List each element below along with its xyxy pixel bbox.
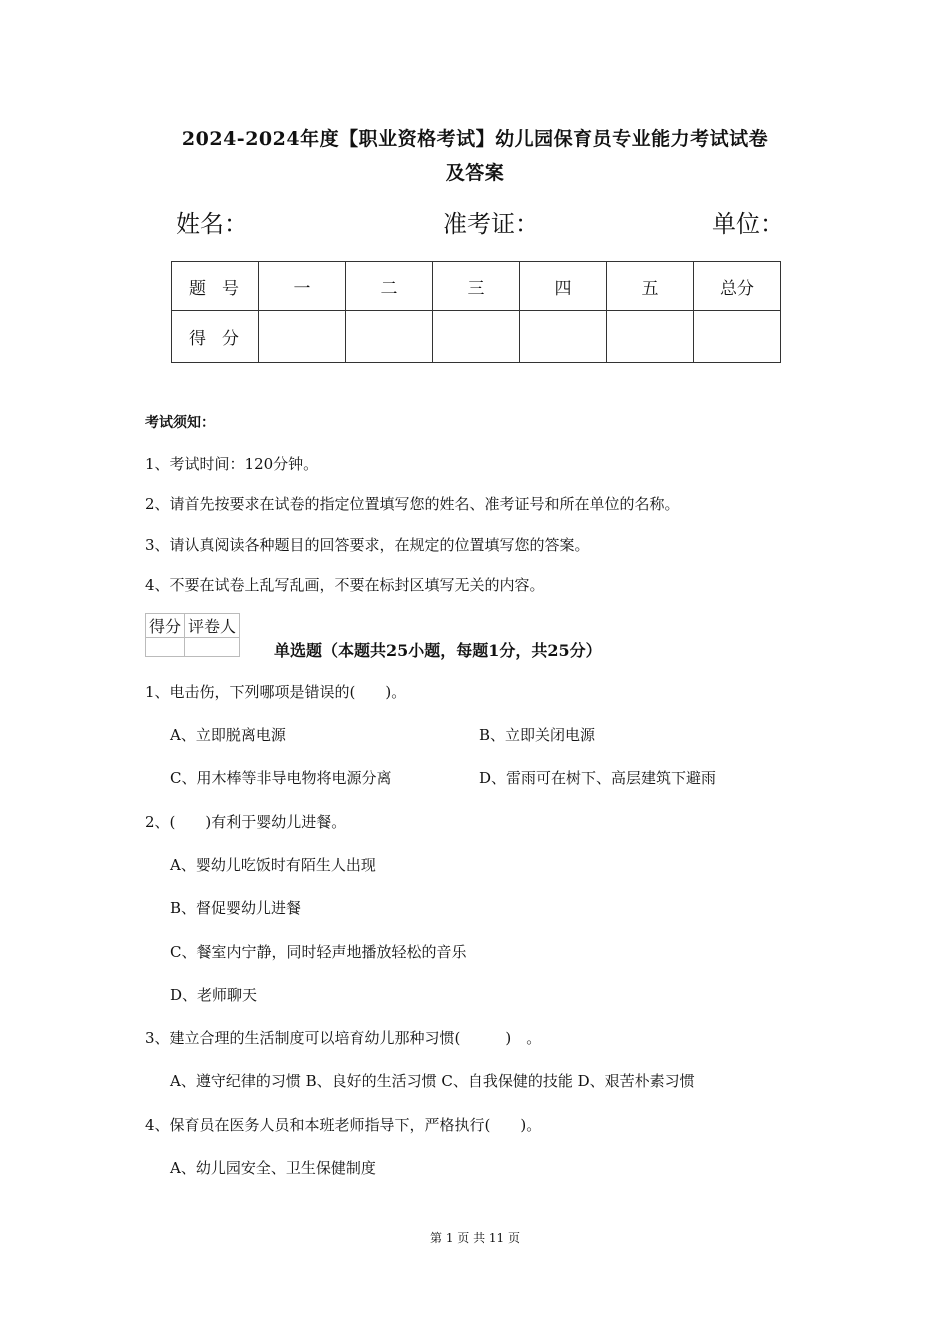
answer-option: A、幼儿园安全、卫生保健制度 — [170, 1159, 376, 1177]
grader-score-cell[interactable] — [146, 638, 185, 657]
answer-option: C、餐室内宁静，同时轻声地播放轻松的音乐 — [170, 943, 467, 961]
score-label: 得分 — [172, 311, 259, 363]
grader-box-header — [146, 614, 240, 638]
score-table — [171, 261, 781, 363]
answer-option: B、立即关闭电源 — [479, 726, 596, 744]
answer-option: D、老师聊天 — [170, 986, 258, 1004]
score-cell-1[interactable] — [259, 311, 346, 363]
column-4: 四 — [520, 262, 607, 311]
question-stem: 3、建立合理的生活制度可以培育幼儿那种习惯( ) 。 — [145, 1029, 542, 1047]
ticket-field-label: 准考证： — [443, 210, 539, 238]
answer-option: A、立即脱离电源 — [170, 726, 286, 744]
question-number-label: 题号 — [172, 262, 259, 311]
notice-item: 2、请首先按要求在试卷的指定位置填写您的姓名、准考证号和所在单位的名称。 — [145, 495, 680, 513]
grader-name-label: 评卷人 — [185, 614, 240, 638]
grader-score-label: 得分 — [146, 614, 185, 638]
notice-item: 3、请认真阅读各种题目的回答要求，在规定的位置填写您的答案。 — [145, 536, 590, 554]
column-2: 二 — [346, 262, 433, 311]
exam-title-continued: 及答案 — [445, 162, 505, 184]
unit-field-label: 单位： — [712, 210, 784, 238]
grader-box — [145, 613, 240, 657]
score-cell-3[interactable] — [433, 311, 520, 363]
column-total: 总分 — [694, 262, 781, 311]
name-field-label: 姓名： — [176, 210, 248, 238]
section-title: 单选题（本题共25小题，每题1分，共25分） — [274, 641, 602, 660]
notice-item: 1、考试时间：120分钟。 — [145, 455, 319, 473]
score-table-header-row — [172, 262, 781, 311]
answer-option: A、遵守纪律的习惯 B、良好的生活习惯 C、自我保健的技能 D、艰苦朴素习惯 — [170, 1072, 695, 1090]
exam-title: 2024-2024年度【职业资格考试】幼儿园保育员专业能力考试试卷 — [181, 128, 769, 150]
score-cell-5[interactable] — [607, 311, 694, 363]
score-cell-2[interactable] — [346, 311, 433, 363]
answer-option: D、雷雨可在树下、高层建筑下避雨 — [479, 769, 717, 787]
column-3: 三 — [433, 262, 520, 311]
score-table-score-row — [172, 311, 781, 363]
grader-box-blank-row — [146, 638, 240, 657]
column-1: 一 — [259, 262, 346, 311]
page-footer: 第 1 页 共 11 页 — [430, 1231, 520, 1245]
notice-title: 考试须知： — [145, 415, 215, 431]
answer-option: B、督促婴幼儿进餐 — [170, 899, 302, 917]
score-cell-total[interactable] — [694, 311, 781, 363]
score-cell-4[interactable] — [520, 311, 607, 363]
answer-option: A、婴幼儿吃饭时有陌生人出现 — [170, 856, 376, 874]
answer-option: C、用木棒等非导电物将电源分离 — [170, 769, 392, 787]
column-5: 五 — [607, 262, 694, 311]
notice-item: 4、不要在试卷上乱写乱画，不要在标封区填写无关的内容。 — [145, 576, 545, 594]
question-stem: 2、( )有利于婴幼儿进餐。 — [145, 813, 347, 831]
question-stem: 1、电击伤，下列哪项是错误的( )。 — [145, 683, 407, 701]
grader-name-cell[interactable] — [185, 638, 240, 657]
question-stem: 4、保育员在医务人员和本班老师指导下，严格执行( )。 — [145, 1116, 542, 1134]
